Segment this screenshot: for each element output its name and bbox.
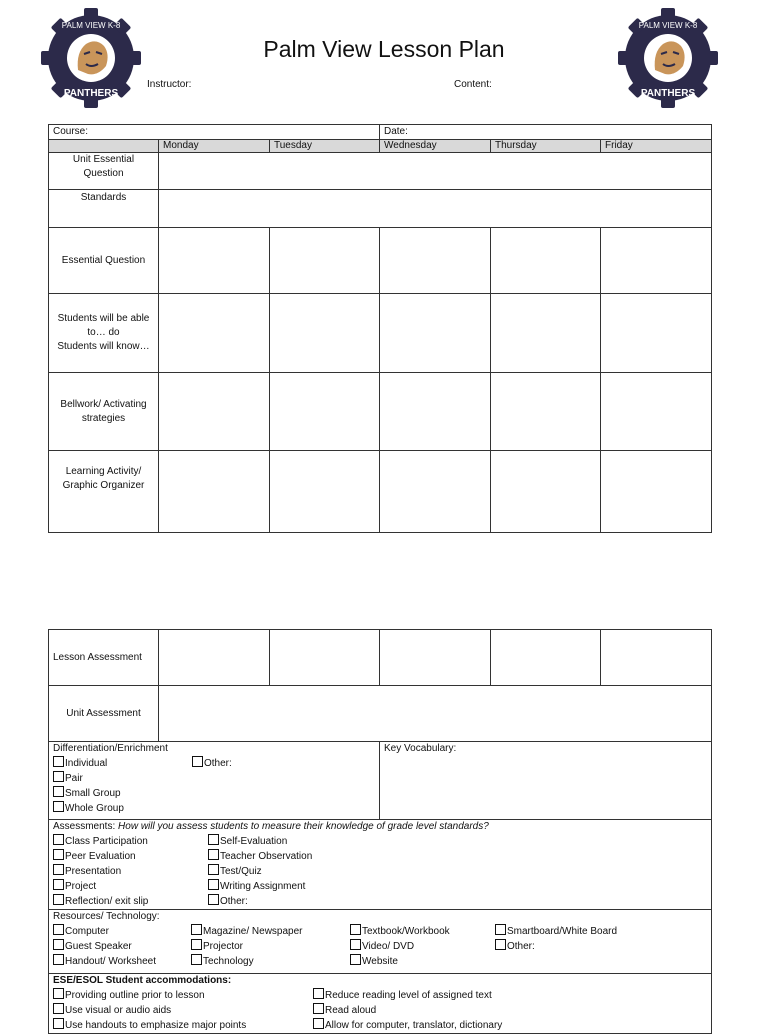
ese-esol-heading: ESE/ESOL Student accommodations: — [53, 975, 232, 986]
key-vocabulary-field[interactable] — [380, 742, 712, 820]
checkbox[interactable] — [208, 894, 219, 905]
day-header-tuesday: Tuesday — [270, 140, 380, 153]
learning-activity-tuesday[interactable] — [270, 451, 380, 533]
bellwork-friday[interactable] — [601, 373, 712, 451]
checkbox[interactable] — [53, 801, 64, 812]
checkbox[interactable] — [53, 924, 64, 935]
svg-text:PALM VIEW K-8: PALM VIEW K-8 — [638, 21, 698, 30]
row-label-students-will — [49, 294, 159, 373]
assess-self-evaluation[interactable]: Self-Evaluation — [208, 834, 312, 849]
res-technology[interactable]: Technology — [191, 954, 303, 969]
res-website[interactable]: Website — [350, 954, 450, 969]
checkbox[interactable] — [208, 864, 219, 875]
learning-activity-wednesday[interactable] — [380, 451, 491, 533]
diff-option-other[interactable]: Other: — [192, 756, 232, 771]
res-handout[interactable]: Handout/ Worksheet — [53, 954, 707, 969]
ese-esol-section — [49, 974, 712, 1034]
checkbox[interactable] — [191, 954, 202, 965]
day-header-thursday: Thursday — [491, 140, 601, 153]
checkbox[interactable] — [313, 1003, 324, 1014]
row-label-lesson-assessment: Lesson Assessment — [49, 630, 159, 686]
bellwork-wednesday[interactable] — [380, 373, 491, 451]
res-other[interactable]: Other: — [495, 939, 617, 954]
day-header-friday: Friday — [601, 140, 712, 153]
bellwork-monday[interactable] — [159, 373, 270, 451]
swbat-label-1: Students will be able to… do — [57, 313, 150, 338]
resources-heading: Resources/ Technology: — [53, 911, 160, 922]
ese-visual-aids[interactable]: Use visual or audio aids — [53, 1003, 707, 1018]
res-projector[interactable]: Projector — [191, 939, 303, 954]
lesson-assessment-friday[interactable] — [601, 630, 712, 686]
res-magazine[interactable]: Magazine/ Newspaper — [191, 924, 303, 939]
lesson-assessment-wednesday[interactable] — [380, 630, 491, 686]
differentiation-section — [49, 742, 380, 820]
row-label-bellwork: Bellwork/ Activating strategies — [49, 373, 159, 451]
checkbox[interactable] — [53, 939, 64, 950]
swbat-label-2: Students will know… — [57, 341, 150, 352]
essential-question-tuesday[interactable] — [270, 228, 380, 294]
ese-handouts[interactable]: Use handouts to emphasize major points — [53, 1018, 707, 1033]
checkbox[interactable] — [53, 786, 64, 797]
ese-outline[interactable]: Providing outline prior to lesson — [53, 988, 707, 1003]
res-computer[interactable]: Computer — [53, 924, 707, 939]
differentiation-heading: Differentiation/Enrichment — [53, 743, 168, 754]
key-vocabulary-label: Key Vocabulary: — [384, 743, 457, 754]
checkbox[interactable] — [53, 834, 64, 845]
resources-section — [49, 910, 712, 974]
checkbox[interactable] — [350, 939, 361, 950]
diff-option-pair[interactable]: Pair — [53, 771, 375, 786]
row-label-unit-essential-question: Unit Essential Question — [49, 153, 159, 190]
svg-text:PANTHERS: PANTHERS — [640, 88, 696, 99]
checkbox[interactable] — [53, 1003, 64, 1014]
essential-question-wednesday[interactable] — [380, 228, 491, 294]
checkbox[interactable] — [208, 879, 219, 890]
ese-computer-translator[interactable]: Allow for computer, translator, dictionary — [313, 1018, 502, 1033]
page-title: Palm View Lesson Plan — [263, 36, 505, 62]
bellwork-thursday[interactable] — [491, 373, 601, 451]
students-will-tuesday[interactable] — [270, 294, 380, 373]
unit-essential-question-field[interactable] — [159, 153, 712, 190]
essential-question-thursday[interactable] — [491, 228, 601, 294]
assess-writing-assignment[interactable]: Writing Assignment — [208, 879, 312, 894]
res-video[interactable]: Video/ DVD — [350, 939, 450, 954]
diff-option-small-group[interactable]: Small Group — [53, 786, 375, 801]
assessments-heading: Assessments: How will you assess students to measure their knowledge of grade level standards? — [53, 821, 489, 832]
essential-question-monday[interactable] — [159, 228, 270, 294]
students-will-monday[interactable] — [159, 294, 270, 373]
content-label: Content: — [454, 79, 492, 90]
assess-teacher-observation[interactable]: Teacher Observation — [208, 849, 312, 864]
assess-reflection[interactable]: Reflection/ exit slip — [53, 894, 707, 909]
checkbox[interactable] — [53, 954, 64, 965]
ese-read-aloud[interactable]: Read aloud — [313, 1003, 502, 1018]
checkbox[interactable] — [53, 849, 64, 860]
checkbox[interactable] — [53, 879, 64, 890]
learning-activity-monday[interactable] — [159, 451, 270, 533]
checkbox[interactable] — [192, 756, 203, 767]
assess-class-participation[interactable]: Class Participation — [53, 834, 707, 849]
course-field[interactable]: Course: — [49, 125, 380, 140]
checkbox[interactable] — [191, 939, 202, 950]
checkbox[interactable] — [495, 939, 506, 950]
lesson-assessment-thursday[interactable] — [491, 630, 601, 686]
students-will-thursday[interactable] — [491, 294, 601, 373]
assess-peer-evaluation[interactable]: Peer Evaluation — [53, 849, 707, 864]
assess-presentation[interactable]: Presentation — [53, 864, 707, 879]
res-textbook[interactable]: Textbook/Workbook — [350, 924, 450, 939]
checkbox[interactable] — [53, 988, 64, 999]
assessment-table — [48, 629, 712, 1034]
checkbox[interactable] — [53, 864, 64, 875]
checkbox[interactable] — [495, 924, 506, 935]
assess-other[interactable]: Other: — [208, 894, 312, 909]
res-smartboard[interactable]: Smartboard/White Board — [495, 924, 617, 939]
assess-test-quiz[interactable]: Test/Quiz — [208, 864, 312, 879]
row-label-standards: Standards — [49, 190, 159, 228]
checkbox[interactable] — [53, 894, 64, 905]
lesson-assessment-monday[interactable] — [159, 630, 270, 686]
checkbox[interactable] — [350, 924, 361, 935]
row-label-unit-assessment: Unit Assessment — [49, 686, 159, 742]
unit-assessment-field[interactable] — [159, 686, 712, 742]
row-label-essential-question: Essential Question — [49, 228, 159, 294]
checkbox[interactable] — [208, 849, 219, 860]
learning-activity-thursday[interactable] — [491, 451, 601, 533]
day-header-monday: Monday — [159, 140, 270, 153]
ese-reduce-reading[interactable]: Reduce reading level of assigned text — [313, 988, 502, 1003]
lesson-plan-table — [48, 124, 712, 533]
diff-option-individual[interactable]: Individual — [53, 756, 375, 771]
learning-activity-friday[interactable] — [601, 451, 712, 533]
essential-question-friday[interactable] — [601, 228, 712, 294]
students-will-wednesday[interactable] — [380, 294, 491, 373]
row-label-learning-activity: Learning Activity/ Graphic Organizer — [49, 451, 159, 533]
checkbox[interactable] — [191, 924, 202, 935]
diff-option-whole-group[interactable]: Whole Group — [53, 801, 375, 816]
res-guest-speaker[interactable]: Guest Speaker — [53, 939, 707, 954]
assess-project[interactable]: Project — [53, 879, 707, 894]
instructor-label: Instructor: — [147, 79, 192, 90]
date-field[interactable]: Date: — [380, 125, 712, 140]
svg-text:PALM VIEW K-8: PALM VIEW K-8 — [61, 21, 121, 30]
bellwork-tuesday[interactable] — [270, 373, 380, 451]
checkbox[interactable] — [53, 771, 64, 782]
checkbox[interactable] — [53, 756, 64, 767]
day-header-blank — [49, 140, 159, 153]
lesson-assessment-tuesday[interactable] — [270, 630, 380, 686]
day-header-wednesday: Wednesday — [380, 140, 491, 153]
checkbox[interactable] — [313, 988, 324, 999]
standards-field[interactable] — [159, 190, 712, 228]
students-will-friday[interactable] — [601, 294, 712, 373]
checkbox[interactable] — [208, 834, 219, 845]
assessments-section — [49, 820, 712, 910]
svg-text:PANTHERS: PANTHERS — [63, 88, 119, 99]
checkbox[interactable] — [350, 954, 361, 965]
assessments-question: How will you assess students to measure their knowledge of grade level standards? — [118, 821, 489, 832]
